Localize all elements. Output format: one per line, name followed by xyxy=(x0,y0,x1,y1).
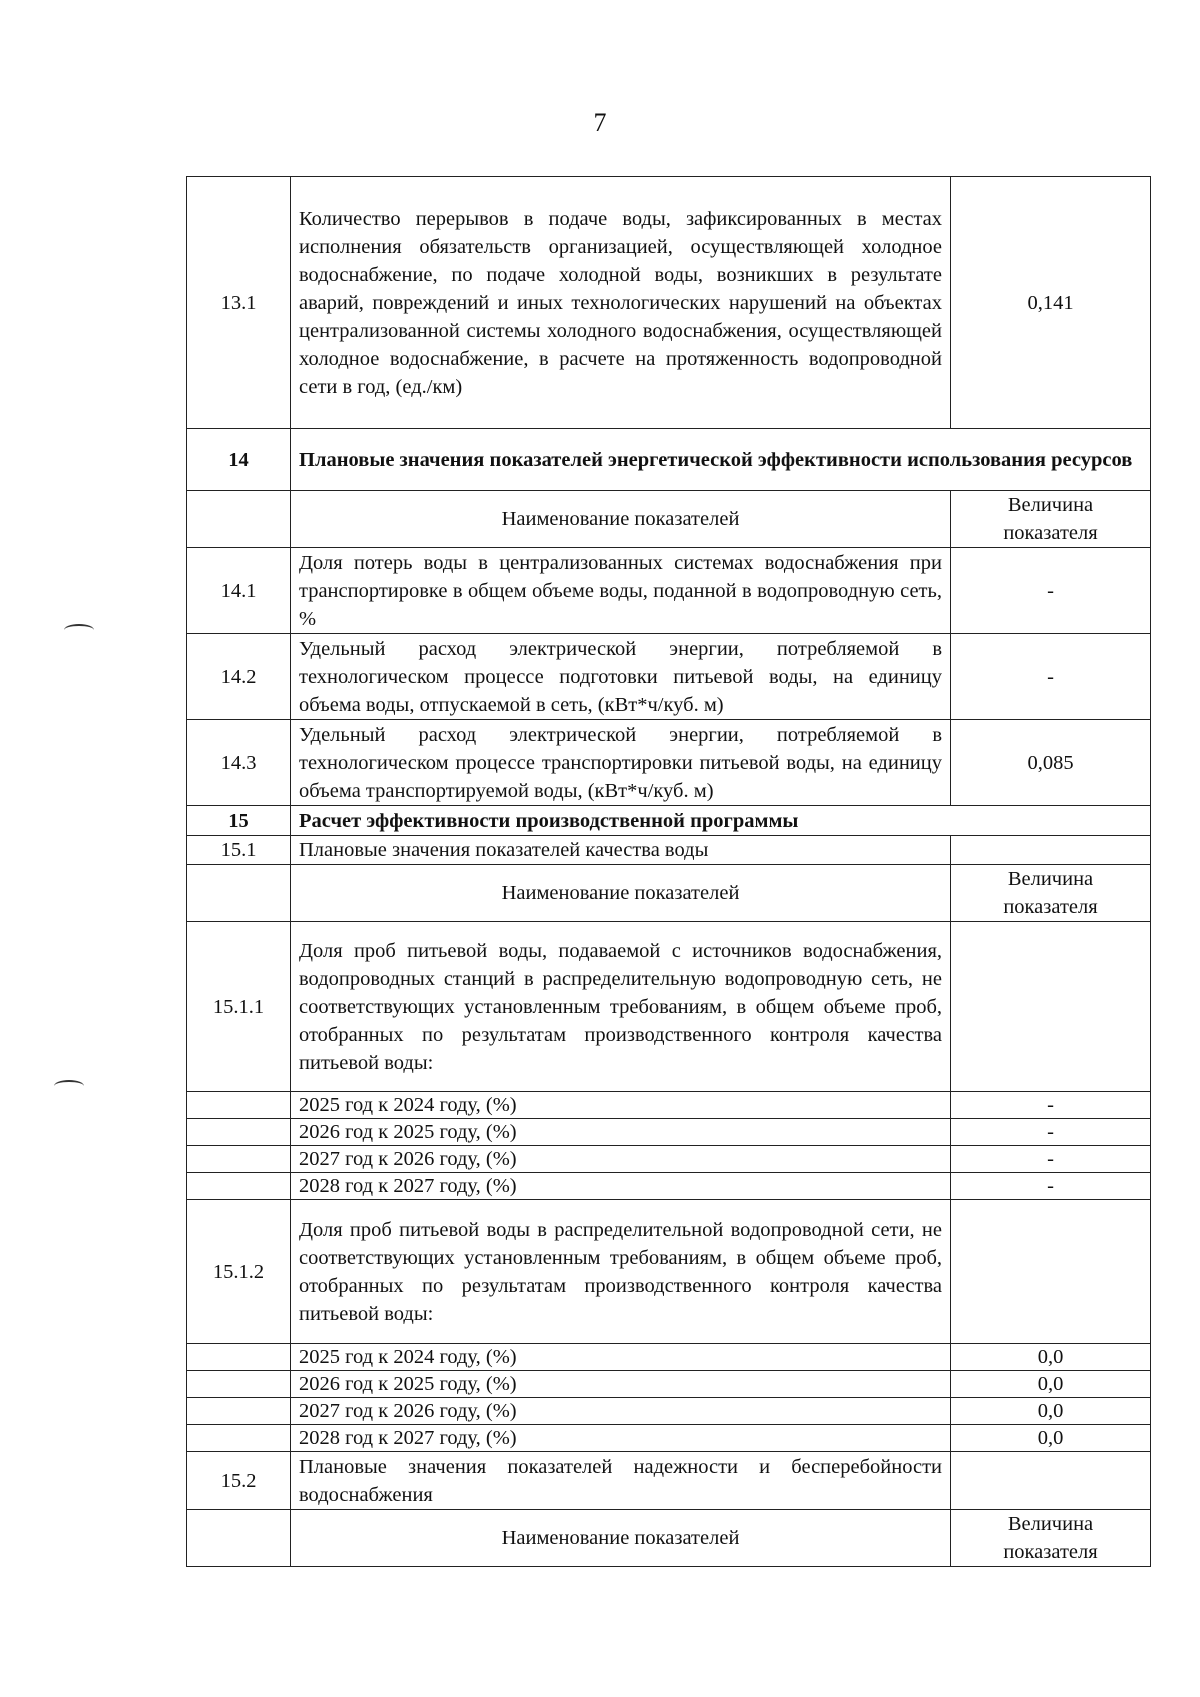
year-value: - xyxy=(951,1173,1151,1200)
row-number: 13.1 xyxy=(187,177,291,429)
year-row xyxy=(187,1119,1151,1146)
table-row xyxy=(187,177,1151,429)
header-name: Наименование показателей xyxy=(291,491,951,548)
row-description: Удельный расход электрической энергии, потребляемой в технологическом процессе подготовки питьевой воды, на единицу объема воды, отпускаемой в сеть, (кВт*ч/куб. м) xyxy=(291,634,951,720)
year-value: - xyxy=(951,1119,1151,1146)
table-row xyxy=(187,1200,1151,1344)
header-value: Величина показателя xyxy=(951,491,1151,548)
row-description: Доля проб питьевой воды, подаваемой с источников водоснабжения, водопроводных станций в распределительную водопроводную сеть, не соответствующих установленным требованиям, в общем объеме проб, отобранных по результатам производственного контроля качества питьевой воды: xyxy=(291,922,951,1092)
year-value: 0,0 xyxy=(951,1371,1151,1398)
header-value: Величина показателя xyxy=(951,865,1151,922)
year-label: 2027 год к 2026 году, (%) xyxy=(291,1398,951,1425)
row-description: Плановые значения показателей качества воды xyxy=(291,836,951,865)
row-number: 15.1 xyxy=(187,836,291,865)
row-number: 14.2 xyxy=(187,634,291,720)
year-value: - xyxy=(951,1092,1151,1119)
section-title: Расчет эффективности производственной программы xyxy=(291,806,1151,836)
year-row xyxy=(187,1344,1151,1371)
year-row xyxy=(187,1092,1151,1119)
year-label: 2025 год к 2024 году, (%) xyxy=(291,1092,951,1119)
table-row xyxy=(187,548,1151,634)
scan-mark xyxy=(54,1080,84,1092)
table-row xyxy=(187,429,1151,491)
year-row xyxy=(187,1371,1151,1398)
table-row xyxy=(187,1452,1151,1510)
row-number: 15.1.2 xyxy=(187,1200,291,1344)
row-description: Количество перерывов в подаче воды, зафиксированных в местах исполнения обязательств организацией, осуществляющей холодное водоснабжение, по подаче холодной воды, возникших в результате аварий, повреждений и иных технологических нарушений на объектах централизованной системы холодного водоснабжения, осуществляющей холодное водоснабжение, в расчете на протяженность водопроводной сети в год, (ед./км) xyxy=(291,177,951,429)
table-header-row xyxy=(187,1510,1151,1567)
year-label: 2027 год к 2026 году, (%) xyxy=(291,1146,951,1173)
year-row xyxy=(187,1146,1151,1173)
year-row xyxy=(187,1425,1151,1452)
table-row xyxy=(187,806,1151,836)
table-row xyxy=(187,634,1151,720)
year-value: 0,0 xyxy=(951,1344,1151,1371)
section-number: 15 xyxy=(187,806,291,836)
table-row xyxy=(187,836,1151,865)
year-value: 0,0 xyxy=(951,1398,1151,1425)
table-row xyxy=(187,720,1151,806)
year-label: 2028 год к 2027 году, (%) xyxy=(291,1173,951,1200)
scan-mark xyxy=(64,624,94,636)
year-label: 2028 год к 2027 году, (%) xyxy=(291,1425,951,1452)
row-value: - xyxy=(951,548,1151,634)
indicators-table xyxy=(186,176,1151,1567)
row-description: Плановые значения показателей надежности и бесперебойности водоснабжения xyxy=(291,1452,951,1510)
row-number: 15.1.1 xyxy=(187,922,291,1092)
row-number: 14.3 xyxy=(187,720,291,806)
year-value: - xyxy=(951,1146,1151,1173)
row-description: Доля потерь воды в централизованных системах водоснабжения при транспортировке в общем объеме воды, поданной в водопроводную сеть, % xyxy=(291,548,951,634)
header-name: Наименование показателей xyxy=(291,1510,951,1567)
row-value: 0,085 xyxy=(951,720,1151,806)
year-row xyxy=(187,1173,1151,1200)
row-value: - xyxy=(951,634,1151,720)
section-number: 14 xyxy=(187,429,291,491)
row-number: 14.1 xyxy=(187,548,291,634)
header-value: Величина показателя xyxy=(951,1510,1151,1567)
row-description: Удельный расход электрической энергии, потребляемой в технологическом процессе транспортировки питьевой воды, на единицу объема транспортируемой воды, (кВт*ч/куб. м) xyxy=(291,720,951,806)
table-row xyxy=(187,922,1151,1092)
table-header-row xyxy=(187,865,1151,922)
row-description: Доля проб питьевой воды в распределительной водопроводной сети, не соответствующих установленным требованиям, в общем объеме проб, отобранных по результатам производственного контроля качества питьевой воды: xyxy=(291,1200,951,1344)
header-name: Наименование показателей xyxy=(291,865,951,922)
page-number: 7 xyxy=(593,108,607,137)
year-label: 2026 год к 2025 году, (%) xyxy=(291,1371,951,1398)
year-row xyxy=(187,1398,1151,1425)
row-value: 0,141 xyxy=(951,177,1151,429)
row-number: 15.2 xyxy=(187,1452,291,1510)
year-value: 0,0 xyxy=(951,1425,1151,1452)
section-title: Плановые значения показателей энергетической эффективности использования ресурсов xyxy=(291,429,1151,491)
year-label: 2025 год к 2024 году, (%) xyxy=(291,1344,951,1371)
table-header-row xyxy=(187,491,1151,548)
year-label: 2026 год к 2025 году, (%) xyxy=(291,1119,951,1146)
